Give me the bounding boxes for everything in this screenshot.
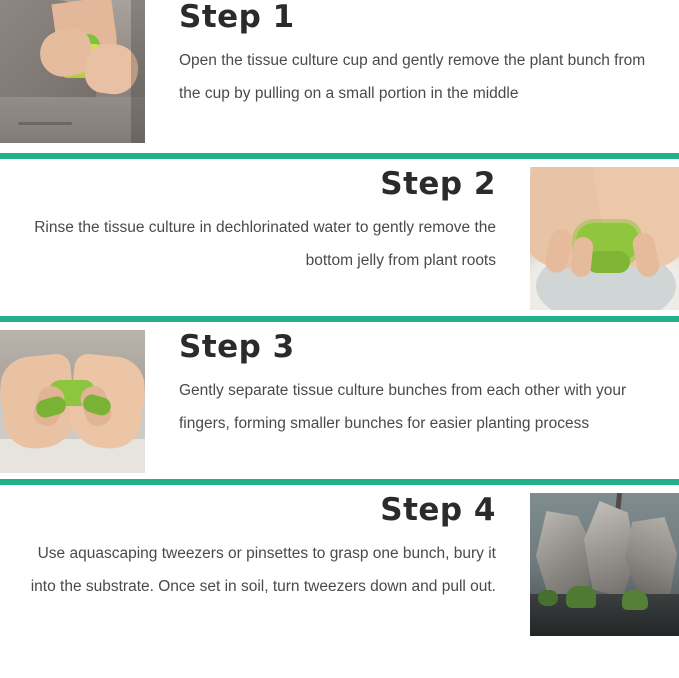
step-1-body: Open the tissue culture cup and gently remove the plant bunch from the cup by pulling on a small portion in the middle <box>179 52 646 102</box>
hands-holding-tissue-culture-cup-image <box>0 0 145 143</box>
divider-1 <box>0 153 679 159</box>
divider-2 <box>0 316 679 322</box>
step-2-text <box>0 167 530 277</box>
hands-rinsing-tissue-culture-in-bowl-image <box>530 167 679 310</box>
step-3-text <box>145 330 679 440</box>
step-2-title: Step 2 <box>380 166 496 202</box>
hands-separating-plant-bunches-image <box>0 330 145 473</box>
step-3 <box>0 330 679 473</box>
step-4-body: Use aquascaping tweezers or pinsettes to grasp one bunch, bury it into the substrate. Once set in soil, turn tweezers down and pull out. <box>30 545 496 595</box>
step-1 <box>0 0 679 143</box>
aquascape-rocks-and-substrate-image <box>530 493 679 636</box>
step-3-title: Step 3 <box>179 329 295 365</box>
step-3-body: Gently separate tissue culture bunches from each other with your fingers, forming smaller bunches for easier planting process <box>179 382 627 432</box>
step-4 <box>0 493 679 636</box>
step-4-text <box>0 493 530 603</box>
step-1-text <box>145 0 679 110</box>
step-2 <box>0 167 679 310</box>
divider-3 <box>0 479 679 485</box>
step-2-body: Rinse the tissue culture in dechlorinated water to gently remove the bottom jelly from plant roots <box>34 219 496 269</box>
step-4-title: Step 4 <box>380 492 496 528</box>
step-1-title: Step 1 <box>179 0 295 35</box>
